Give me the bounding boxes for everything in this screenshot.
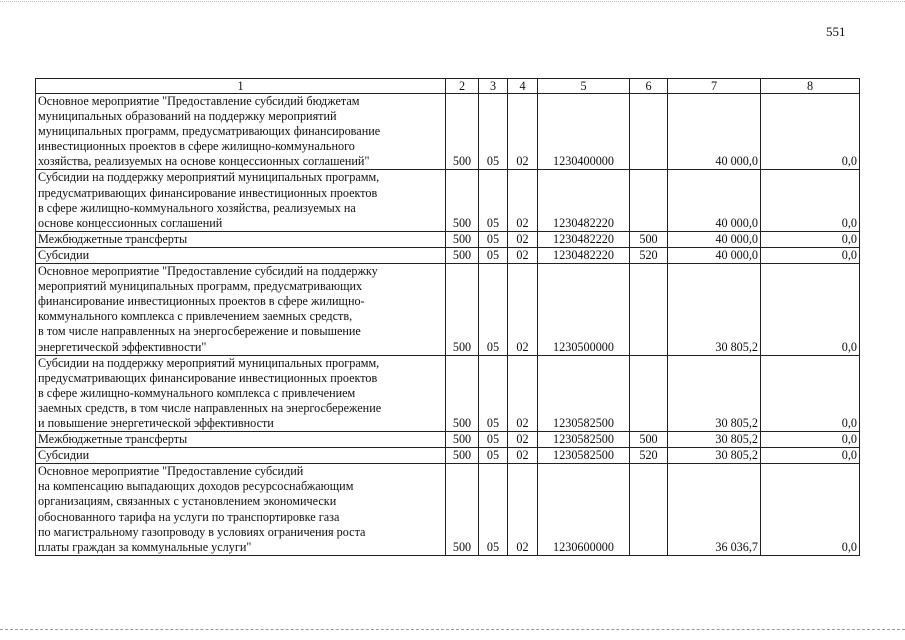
cell-section: 05 (479, 432, 508, 448)
cell-expense-type (630, 264, 668, 356)
cell-subsection: 02 (508, 170, 538, 231)
cell-section: 05 (479, 448, 508, 464)
cell-amount: 40 000,0 (668, 247, 761, 263)
cell-expense-type: 520 (630, 247, 668, 263)
cell-subsection: 02 (508, 231, 538, 247)
column-header: 6 (630, 79, 668, 94)
row-name: Межбюджетные трансферты (36, 432, 446, 448)
table-row (36, 355, 860, 431)
column-header: 2 (446, 79, 479, 94)
cell-amount-2: 0,0 (761, 355, 860, 431)
cell-target-article: 1230582500 (538, 432, 630, 448)
cell-expense-type: 500 (630, 231, 668, 247)
page-number: 551 (826, 24, 846, 39)
cell-expense-type: 520 (630, 448, 668, 464)
column-header: 3 (479, 79, 508, 94)
cell-expense-type (630, 94, 668, 170)
cell-target-article: 1230482220 (538, 247, 630, 263)
cell-amount-2: 0,0 (761, 464, 860, 556)
cell-target-article: 1230600000 (538, 464, 630, 556)
cell-administrator: 500 (446, 170, 479, 231)
column-header: 7 (668, 79, 761, 94)
row-name: Субсидии на поддержку мероприятий муниципальных программ, предусматривающих финансирование инвестиционных проектов в сфере жилищно-коммунального хозяйства, реализуемых на основе концессионных соглашений (36, 170, 446, 231)
cell-target-article: 1230400000 (538, 94, 630, 170)
cell-section: 05 (479, 264, 508, 356)
cell-administrator: 500 (446, 464, 479, 556)
cell-amount: 40 000,0 (668, 94, 761, 170)
table-row (36, 448, 860, 464)
cell-section: 05 (479, 94, 508, 170)
cell-section: 05 (479, 231, 508, 247)
cell-target-article: 1230582500 (538, 448, 630, 464)
cell-amount: 30 805,2 (668, 448, 761, 464)
cell-expense-type: 500 (630, 432, 668, 448)
cell-amount: 40 000,0 (668, 231, 761, 247)
cell-section: 05 (479, 464, 508, 556)
column-header: 4 (508, 79, 538, 94)
cell-target-article: 1230500000 (538, 264, 630, 356)
cell-amount-2: 0,0 (761, 231, 860, 247)
scan-edge-bottom (0, 629, 905, 630)
cell-subsection: 02 (508, 432, 538, 448)
cell-target-article: 1230482220 (538, 170, 630, 231)
cell-expense-type (630, 355, 668, 431)
table-header-row (36, 79, 860, 94)
cell-administrator: 500 (446, 247, 479, 263)
cell-administrator: 500 (446, 448, 479, 464)
table-row (36, 464, 860, 556)
cell-subsection: 02 (508, 355, 538, 431)
cell-subsection: 02 (508, 448, 538, 464)
row-name: Субсидии (36, 247, 446, 263)
row-name: Субсидии (36, 448, 446, 464)
cell-amount: 36 036,7 (668, 464, 761, 556)
cell-section: 05 (479, 247, 508, 263)
cell-amount-2: 0,0 (761, 170, 860, 231)
cell-amount: 30 805,2 (668, 264, 761, 356)
column-header: 8 (761, 79, 860, 94)
cell-administrator: 500 (446, 231, 479, 247)
scan-edge-top (0, 1, 905, 2)
cell-section: 05 (479, 170, 508, 231)
cell-administrator: 500 (446, 432, 479, 448)
row-name: Субсидии на поддержку мероприятий муниципальных программ, предусматривающих финансирование инвестиционных проектов в сфере жилищно-коммунального комплекса с привлечением заемных средств, в том числе направленных на энергосбережение и повышение энергетической эффективности (36, 355, 446, 431)
column-header: 5 (538, 79, 630, 94)
table-row (36, 170, 860, 231)
cell-section: 05 (479, 355, 508, 431)
row-name: Основное мероприятие "Предоставление субсидий бюджетам муниципальных образований на поддержку мероприятий муниципальных программ, предусматривающих финансирование инвестиционных проектов в сфере жилищно-коммунального хозяйства, реализуемых на основе концессионных соглашений" (36, 94, 446, 170)
row-name: Межбюджетные трансферты (36, 231, 446, 247)
cell-amount-2: 0,0 (761, 94, 860, 170)
cell-amount: 30 805,2 (668, 355, 761, 431)
cell-amount-2: 0,0 (761, 247, 860, 263)
cell-administrator: 500 (446, 264, 479, 356)
cell-subsection: 02 (508, 264, 538, 356)
cell-amount-2: 0,0 (761, 448, 860, 464)
cell-subsection: 02 (508, 94, 538, 170)
table-row (36, 264, 860, 356)
row-name: Основное мероприятие "Предоставление субсидий на поддержку мероприятий муниципальных программ, предусматривающих финансирование инвестиционных проектов в сфере жилищно- коммунального комплекса с привлечением заемных средств, в том числе направленных на энергосбережение и повышение энергетической эффективности" (36, 264, 446, 356)
cell-expense-type (630, 464, 668, 556)
table-row (36, 247, 860, 263)
cell-subsection: 02 (508, 247, 538, 263)
row-name: Основное мероприятие "Предоставление субсидий на компенсацию выпадающих доходов ресурсоснабжающим организациям, связанных с установлением экономически обоснованного тарифа на услуги по транспортировке газа по магистральному газопроводу в условиях ограничения роста платы граждан за коммунальные услуги" (36, 464, 446, 556)
cell-amount-2: 0,0 (761, 432, 860, 448)
cell-subsection: 02 (508, 464, 538, 556)
table-row (36, 94, 860, 170)
cell-administrator: 500 (446, 355, 479, 431)
cell-target-article: 1230482220 (538, 231, 630, 247)
column-header: 1 (36, 79, 446, 94)
cell-amount: 30 805,2 (668, 432, 761, 448)
cell-expense-type (630, 170, 668, 231)
table-row (36, 231, 860, 247)
budget-table (35, 78, 860, 556)
cell-amount-2: 0,0 (761, 264, 860, 356)
table-row (36, 432, 860, 448)
cell-target-article: 1230582500 (538, 355, 630, 431)
cell-administrator: 500 (446, 94, 479, 170)
cell-amount: 40 000,0 (668, 170, 761, 231)
